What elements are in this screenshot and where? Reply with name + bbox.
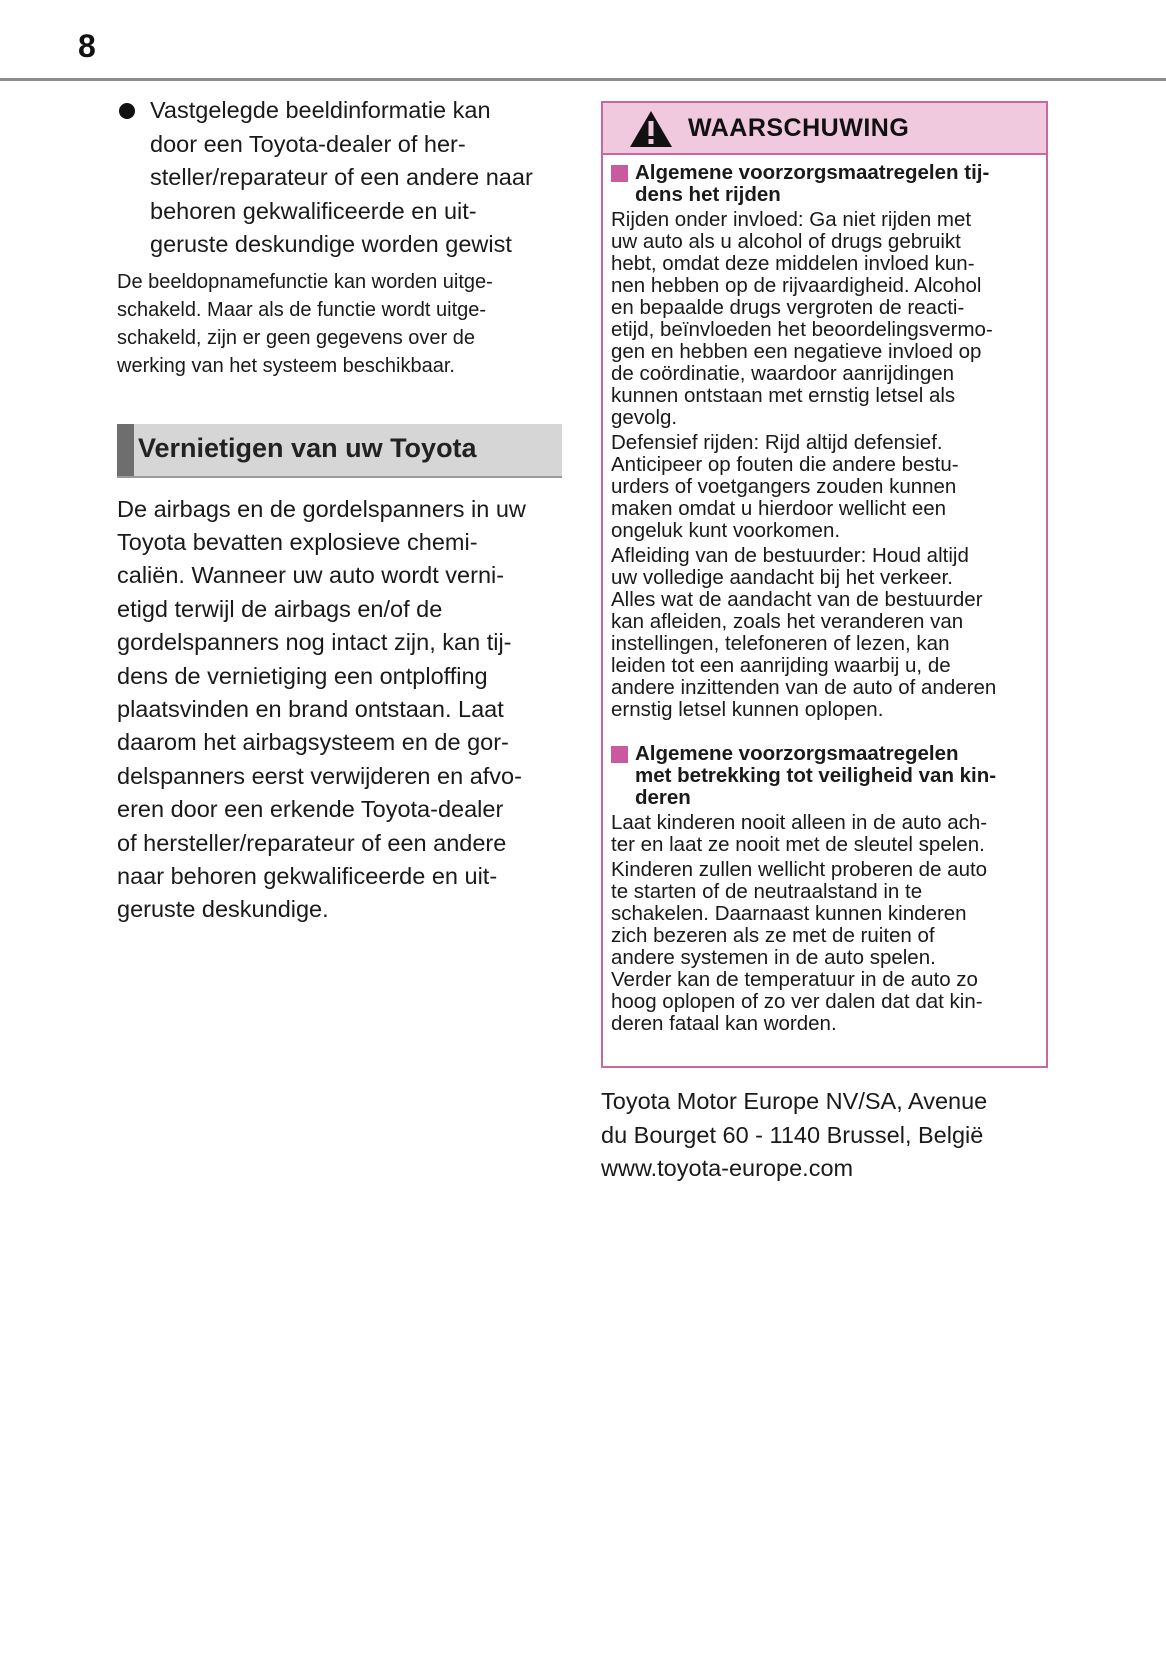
note-paragraph (117, 268, 562, 380)
warning-line: nen hebben op de rijvaardigheid. Alcohol (611, 274, 982, 297)
warning-line: andere systemen in de auto spelen. (611, 946, 936, 969)
page-number: 8 (78, 28, 96, 64)
warning-line: hebt, omdat deze middelen invloed kun- (611, 252, 975, 275)
body-line: delspanners eerst verwijderen en afvo- (117, 762, 522, 789)
warning-line: ongeluk kunt voorkomen. (611, 519, 841, 542)
address-line: Toyota Motor Europe NV/SA, Avenue (601, 1088, 988, 1114)
section-heading-bar (117, 424, 134, 476)
warning-title-line: Algemene voorzorgsmaatregelen tij- (635, 161, 990, 184)
note-line: werking van het systeem beschikbaar. (117, 354, 455, 377)
body-line: Toyota bevatten explosieve chemi- (117, 528, 478, 555)
warning-line: gevolg. (611, 406, 678, 429)
warning-line: te starten of de neutraalstand in te (611, 880, 923, 903)
warning-line: ernstig letsel kunnen oplopen. (611, 698, 884, 721)
body-line: naar behoren gekwalificeerde en uit- (117, 862, 498, 889)
warning-paragraph (611, 209, 1046, 429)
warning-paragraph (611, 812, 1046, 856)
body-line: dens de vernietiging een ontploffing (117, 662, 488, 689)
warning-content (603, 155, 1046, 1035)
warning-line: Laat kinderen nooit alleen in de auto ach- (611, 811, 988, 834)
website-link[interactable]: www.toyota-europe.com (601, 1155, 854, 1181)
warning-label: WAARSCHUWING (688, 114, 910, 142)
warning-line: kunnen ontstaan met ernstig letsel als (611, 384, 956, 407)
warning-line: gen en hebben een negatieve invloed op (611, 340, 982, 363)
warning-line: Rijden onder invloed: Ga niet rijden met (611, 208, 972, 231)
warning-title-line: met betrekking tot veiligheid van kin- (635, 764, 997, 787)
warning-line: deren fataal kan worden. (611, 1012, 837, 1035)
warning-line: ter en laat ze nooit met de sleutel spelen. (611, 833, 985, 856)
address-block (601, 1085, 987, 1186)
section-square-icon (611, 746, 628, 763)
warning-title-line: dens het rijden (635, 183, 781, 206)
warning-line: zich bezeren als ze met de ruiten of (611, 924, 935, 947)
bullet-line: Vastgelegde beeldinformatie kan (150, 97, 491, 123)
warning-header (603, 103, 1046, 155)
warning-line: Afleiding van de bestuurder: Houd altijd (611, 544, 969, 567)
body-line: geruste deskundige. (117, 896, 329, 923)
warning-title-line: Algemene voorzorgsmaatregelen (635, 742, 959, 765)
bullet-line: steller/reparateur of een andere naar (150, 164, 533, 190)
warning-paragraph (611, 545, 1046, 721)
section-heading-text: Vernietigen van uw Toyota (138, 432, 477, 463)
warning-paragraph (611, 859, 1046, 1035)
body-line: caliën. Wanneer uw auto wordt verni- (117, 562, 505, 589)
warning-line: Defensief rijden: Rijd altijd defensief. (611, 431, 943, 454)
address-line: du Bourget 60 - 1140 Brussel, België (601, 1121, 984, 1148)
bullet-item (117, 94, 562, 262)
warning-line: Anticipeer op fouten die andere bestu- (611, 453, 959, 476)
warning-line: maken omdat u hierdoor wellicht een (611, 497, 947, 520)
warning-line: schakelen. Daarnaast kunnen kinderen (611, 902, 967, 925)
body-line: plaatsvinden en brand ontstaan. Laat (117, 695, 504, 722)
warning-line: andere inzittenden van de auto of anderen (611, 676, 997, 699)
warning-line: en bepaalde drugs vergroten de reacti- (611, 296, 965, 319)
note-line: De beeldopnamefunctie kan worden uitge- (117, 270, 493, 293)
warning-line: uw volledige aandacht bij het verkeer. (611, 566, 953, 589)
body-line: eren door een erkende Toyota-dealer (117, 796, 504, 823)
section-square-icon (611, 165, 628, 182)
body-line: etigd terwijl de airbags en/of de (117, 595, 443, 622)
warning-box (601, 101, 1048, 1068)
bullet-line: geruste deskundige worden gewist (150, 231, 512, 257)
note-line: schakeld. Maar als de functie wordt uitge- (117, 298, 487, 321)
bullet-line: behoren gekwalificeerde en uit- (150, 197, 477, 224)
warning-line: Alles wat de aandacht van de bestuurder (611, 588, 983, 611)
body-paragraph (117, 493, 562, 927)
warning-line: hoog oplopen of zo ver dalen dat dat kin- (611, 990, 983, 1013)
section-heading (117, 424, 562, 478)
warning-line: etijd, beïnvloeden het beoordelingsvermo- (611, 318, 993, 341)
body-line: gordelspanners nog intact zijn, kan tij- (117, 629, 512, 656)
warning-line: de coördinatie, waardoor aanrijdingen (611, 362, 955, 385)
warning-title-line: deren (635, 786, 691, 809)
warning-spacer (611, 721, 1046, 743)
note-line: schakeld, zijn er geen gegevens over de (117, 326, 476, 349)
warning-line: Kinderen zullen wellicht proberen de auto (611, 858, 988, 881)
bullet-line: door een Toyota-dealer of her- (150, 130, 466, 157)
warning-line: Verder kan de temperatuur in de auto zo (611, 968, 978, 991)
body-line: of hersteller/reparateur of een andere (117, 829, 507, 856)
header-rule (0, 78, 1166, 81)
bullet-dot-icon (119, 103, 135, 119)
warning-line: urders of voetgangers zouden kunnen (611, 475, 957, 498)
warning-section-title (611, 743, 1046, 809)
warning-line: uw auto als u alcohol of drugs gebruikt (611, 230, 961, 253)
body-line: De airbags en de gordelspanners in uw (117, 495, 526, 522)
left-column (117, 94, 562, 927)
warning-section-title (611, 162, 1046, 206)
body-line: daarom het airbagsysteem en de gor- (117, 729, 509, 756)
warning-paragraph (611, 432, 1046, 542)
warning-line: kan afleiden, zoals het veranderen van (611, 610, 964, 633)
warning-triangle-icon (628, 109, 674, 149)
warning-line: leiden tot een aanrijding waarbij u, de (611, 654, 951, 677)
warning-line: instellingen, telefoneren of lezen, kan (611, 632, 950, 655)
